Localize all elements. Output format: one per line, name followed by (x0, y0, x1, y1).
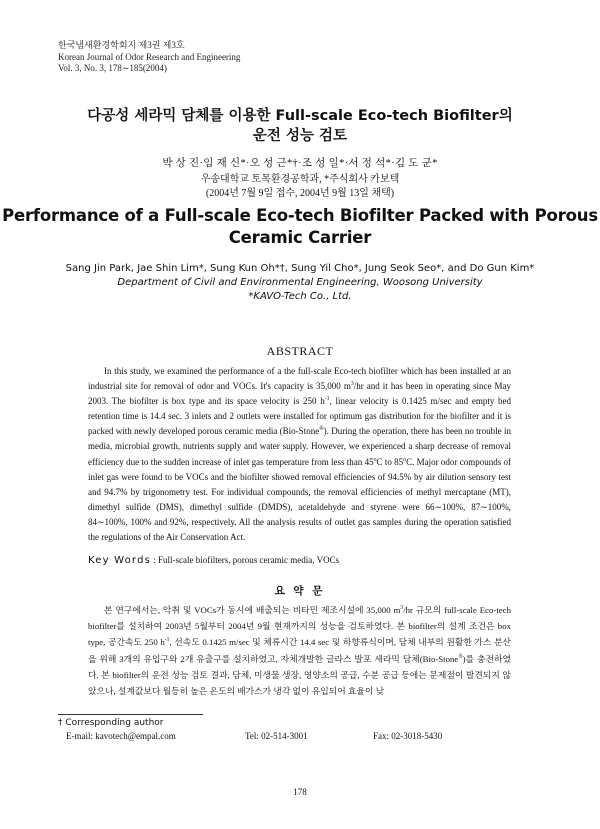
summary-text-3: , 선속도 0.1425 m/sec 및 체류시간 14.4 sec 및 하향류식이며, 담체 내부의 원활한 가스 분산을 위해 3개의 유입구와 2개 유출구를 설치하였고, 자체개발한 글라스 발포 세라믹 담체(Bio-Stone (88, 637, 511, 664)
keywords-text: : Full-scale biofilters, porous ceramic media, VOCs (151, 555, 340, 565)
summary-superscript-1: 3 (400, 605, 404, 612)
corresponding-author-note: † Corresponding author (58, 718, 164, 728)
abstract-text-1: In this study, we examined the performance of a the full-scale Eco-tech biofilter which has been installed at an industrial site for removal of odor and VOCs. It's capacity is 35,000 m (88, 366, 511, 392)
korean-authors: 박 상 진·임 재 신*·오 성 근*†·조 성 일*·서 정 석*·김 도 군* (162, 158, 438, 169)
summary-superscript-2: -1 (164, 637, 170, 644)
page-number: 178 (293, 787, 307, 797)
journal-header (58, 40, 240, 75)
english-department: Department of Civil and Environmental Engineering, Woosong University (117, 277, 483, 288)
abstract-paragraph (88, 364, 511, 545)
abstract-heading: ABSTRACT (266, 344, 334, 358)
abstract-text-3: , linear velocity is 0.1425 m/sec and empty bed retention time is 14.4 sec. 3 inlets and 2 outlets were installed for optimum gas distribution for the biofilter and it is packed with newly developed porous ceramic media (Bio-Stone (88, 396, 511, 437)
korean-received-dates: (2004년 7월 9일 접수, 2004년 9월 13일 채택) (205, 188, 395, 199)
footnote-email: E-mail: kavotech@empal.com (66, 731, 176, 741)
summary-text-4: )를 충전하였다. 본 biofilter의 운전 성능 검토 결과, 담체, 미생물 생장, 영양소의 공급, 수분 공급 등에는 문제점이 발견되지 않았으나, 설계값보다 월등히 높은 온도의 배가스가 냉각 없이 유입되어 효율이 낮 (88, 653, 511, 697)
abstract-superscript-5: o (403, 456, 407, 463)
footnote-telephone: Tel: 02-514-3001 (245, 731, 308, 741)
korean-title-line-1: 다공성 세라믹 담체를 이용한 Full-scale Eco-tech Biofilter의 (87, 108, 513, 124)
korean-summary-heading: 요 약 문 (274, 586, 326, 597)
abstract-superscript-2: -1 (324, 396, 330, 403)
footnote-fax: Fax: 02-3018-5430 (373, 731, 443, 741)
korean-affiliation: 우송대학교 토목환경공학과, *주식회사 카보텍 (200, 174, 400, 185)
summary-text-2: /hr 규모의 full-scale Eco-tech biofilter를 설치하여 2003년 5월부터 2004년 9월 현재까지의 성능을 검토하였다. 본 biofilter의 설계 조건은 box type, 공간속도 250 h (88, 605, 511, 648)
keywords (88, 555, 339, 566)
journal-name-korean: 한국냄새환경학회지 제3권 제3호 (58, 40, 185, 50)
korean-title-line-2: 운전 성능 검토 (252, 128, 348, 144)
summary-superscript-3: ® (458, 653, 463, 660)
journal-volume-info: Vol. 3, No. 3, 178∼185(2004) (58, 63, 167, 73)
english-title-line-1: Performance of a Full-scale Eco-tech Biofilter Packed with Porous (2, 206, 598, 225)
abstract-superscript-3: ® (319, 426, 324, 433)
summary-text-1: 본 연구에서는, 악취 및 VOCs가 동시에 배출되는 비타민 제조시설에 35,000 m (104, 605, 401, 615)
journal-name-english: Korean Journal of Odor Research and Engineering (58, 51, 241, 62)
abstract-text-6: C. Major odor compounds of inlet gas were found to be VOCs and the biofilter showed removal efficiencies of 94.5% by air dilution sensory test and 94.7% by trigonometry test. For individual compounds, the removal efficiencies of methyl mercaptane (MT), dimethyl sulfide (DMS), dimethyl sulfide (DMDS), acetaldehyde and styrene were 66∼100%, 87∼100%, 84∼100%, 100% and 92%, respectively. All the analysis results of outlet gas samples during the operation satisfied the regulations of the Air Conservation Act. (88, 456, 511, 543)
abstract-text-5: C to 85 (376, 456, 404, 467)
english-title-line-2: Ceramic Carrier (228, 228, 372, 247)
footnote-divider (58, 714, 203, 715)
abstract-superscript-4: o (373, 456, 377, 463)
abstract-superscript-1: 3 (350, 381, 354, 388)
keywords-label: Key Words (88, 555, 152, 566)
abstract-text-2: /hr and it has been in operating since May 2003. The biofilter is box type and its space velocity is 250 h (88, 381, 511, 407)
english-company: *KAVO-Tech Co., Ltd. (248, 291, 352, 302)
english-authors: Sang Jin Park, Jae Shin Lim*, Sung Kun Oh*†, Sung Yil Cho*, Jung Seok Seo*, and Do Gun Kim* (65, 263, 535, 274)
abstract-text-4: ). During the operation, there has been no trouble in media, microbial growth, nutrients supply and water supply. However, we experienced a sharp decrease of removal efficiency due to the sudden increase of inlet gas temperature from less than 45 (88, 426, 511, 467)
korean-summary-paragraph (88, 602, 511, 699)
